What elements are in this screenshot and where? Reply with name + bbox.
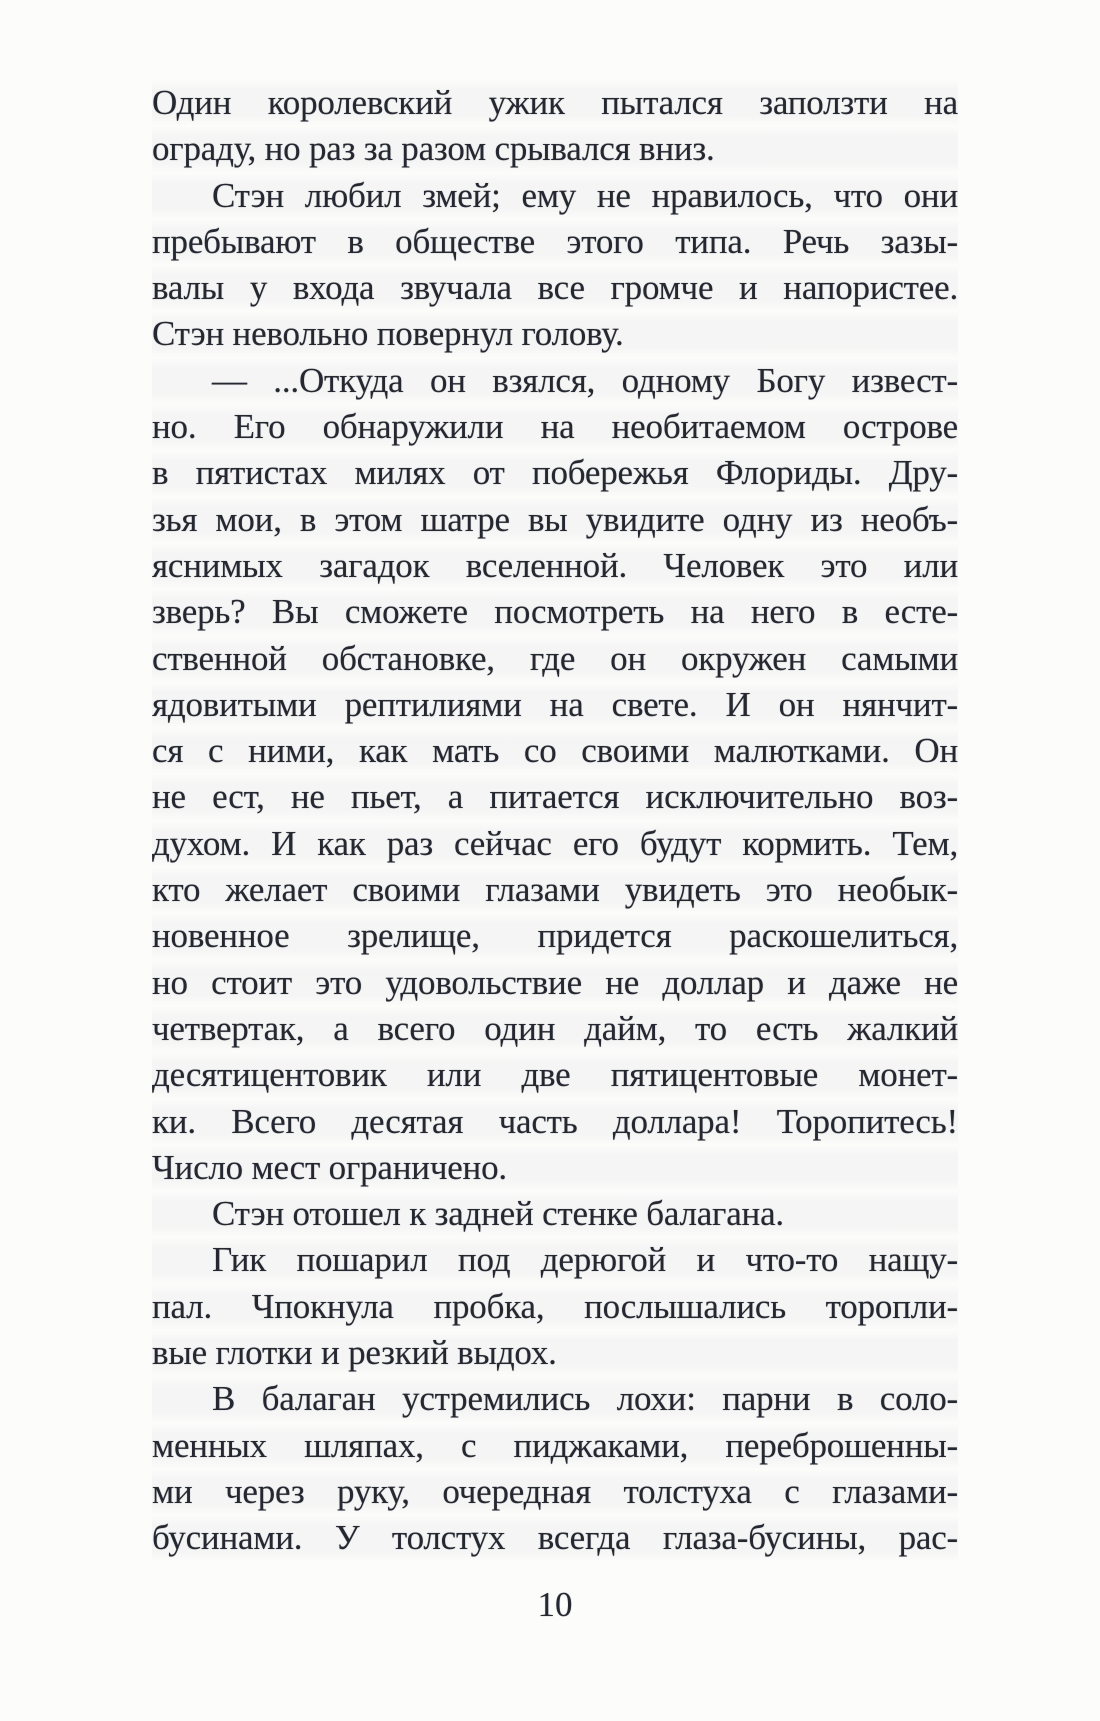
text-line: ми через руку, очередная толстуха с глазами- bbox=[152, 1469, 958, 1515]
text-line: ядовитыми рептилиями на свете. И он нянчит- bbox=[152, 682, 958, 728]
text-line: не ест, не пьет, а питается исключительно воз- bbox=[152, 774, 958, 820]
text-line: Один королевский ужик пытался заползти на bbox=[152, 80, 958, 126]
paragraph bbox=[152, 173, 958, 358]
text-line: новенное зрелище, придется раскошелиться, bbox=[152, 913, 958, 959]
text-line: бусинами. У толстух всегда глаза-бусины, рас- bbox=[152, 1515, 958, 1561]
text-line: пал. Чпокнула пробка, послышались торопли- bbox=[152, 1284, 958, 1330]
text-line: Стэн невольно повернул голову. bbox=[152, 311, 958, 357]
text-line: — ...Откуда он взялся, одному Богу извест- bbox=[152, 358, 958, 404]
text-line: В балаган устремились лохи: парни в соло- bbox=[152, 1376, 958, 1422]
page-text bbox=[152, 80, 958, 1562]
paragraph bbox=[152, 1237, 958, 1376]
text-line: пребывают в обществе этого типа. Речь зазы- bbox=[152, 219, 958, 265]
text-line: ственной обстановке, где он окружен самыми bbox=[152, 636, 958, 682]
text-line: зья мои, в этом шатре вы увидите одну из необъ- bbox=[152, 497, 958, 543]
paragraph bbox=[152, 1376, 958, 1561]
text-line: Стэн любил змей; ему не нравилось, что они bbox=[152, 173, 958, 219]
text-line: в пятистах милях от побережья Флориды. Дру- bbox=[152, 450, 958, 496]
text-line: Число мест ограничено. bbox=[152, 1145, 958, 1191]
text-line: но. Его обнаружили на необитаемом острове bbox=[152, 404, 958, 450]
text-line: Гик пошарил под дерюгой и что-то нащу- bbox=[152, 1237, 958, 1283]
text-line: вые глотки и резкий выдох. bbox=[152, 1330, 958, 1376]
text-line: яснимых загадок вселенной. Человек это или bbox=[152, 543, 958, 589]
text-line: зверь? Вы сможете посмотреть на него в есте- bbox=[152, 589, 958, 635]
text-line: менных шляпах, с пиджаками, переброшенны- bbox=[152, 1423, 958, 1469]
text-line: Стэн отошел к задней стенке балагана. bbox=[152, 1191, 958, 1237]
paragraph bbox=[152, 358, 958, 1191]
paragraph bbox=[152, 80, 958, 173]
text-line: десятицентовик или две пятицентовые монет- bbox=[152, 1052, 958, 1098]
text-line: духом. И как раз сейчас его будут кормить. Тем, bbox=[152, 821, 958, 867]
page-number: 10 bbox=[537, 1585, 573, 1624]
text-line: ки. Всего десятая часть доллара! Торопитесь! bbox=[152, 1099, 958, 1145]
text-line: ся с ними, как мать со своими малютками. Он bbox=[152, 728, 958, 774]
text-line: четвертак, а всего один дайм, то есть жалкий bbox=[152, 1006, 958, 1052]
paragraph bbox=[152, 1191, 958, 1237]
text-line: ограду, но раз за разом срывался вниз. bbox=[152, 126, 958, 172]
text-line: валы у входа звучала все громче и напористее. bbox=[152, 265, 958, 311]
text-line: кто желает своими глазами увидеть это необык- bbox=[152, 867, 958, 913]
text-line: но стоит это удовольствие не доллар и даже не bbox=[152, 960, 958, 1006]
